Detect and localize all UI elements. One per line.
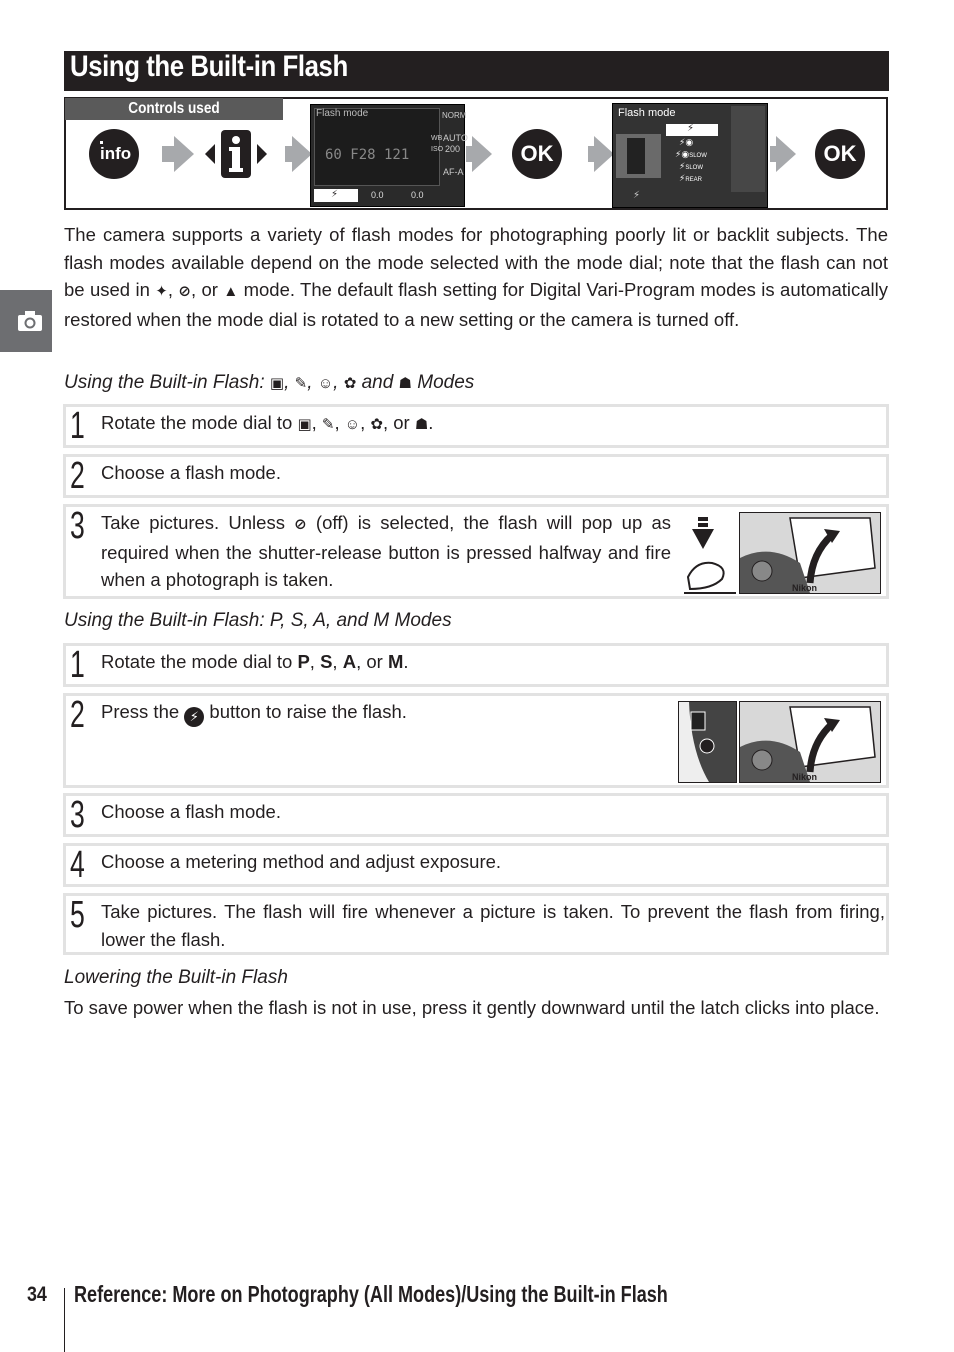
arrow-right-icon	[594, 136, 614, 172]
step-row	[63, 404, 889, 448]
step-text: Choose a flash mode.	[101, 462, 281, 483]
camera-flash-photo	[739, 701, 881, 783]
arrow-right-icon	[292, 136, 312, 172]
intro-paragraph: The camera supports a variety of flash modes for photographing poorly lit or backlit subjects. The flash modes available depend on the mode selected with the mode dial; note that the flash can not be used in ✦, ⊘, or ▲ mode. The default flash setting for Digital Vari-Program modes is automatically restored when the mode dial is rotated to a new setting or the camera is turned off.	[64, 224, 889, 330]
footer-breadcrumb: Reference: More on Photography (All Modes)/Using the Built-in Flash	[74, 1281, 668, 1307]
step-row	[63, 454, 889, 498]
closeup-icon: ✿	[343, 375, 357, 392]
page-title: Using the Built-in Flash	[70, 50, 348, 83]
step-text: Press the ⚡ button to raise the flash.	[101, 698, 407, 727]
step-number: 3	[70, 505, 85, 547]
ok-button-icon: OK	[512, 129, 562, 179]
ok-button-icon: OK	[815, 129, 865, 179]
step-row	[63, 693, 889, 788]
child-icon: ☺	[317, 375, 334, 392]
step-text: Choose a metering method and adjust exposure.	[101, 851, 502, 872]
footer-divider	[64, 1288, 65, 1352]
sports-icon: ✦	[155, 283, 168, 300]
closeup-icon: ✿	[370, 416, 383, 433]
auto-mode-icon: ▣	[297, 416, 312, 433]
step-text: Rotate the mode dial to P, S, A, or M.	[101, 651, 409, 672]
step-number: 2	[70, 455, 85, 497]
step-number: 1	[70, 405, 85, 447]
camera-section-tab	[0, 290, 52, 352]
flash-icon: ⚡	[184, 707, 204, 727]
step-row	[63, 893, 889, 955]
landscape-icon: ▲	[223, 283, 239, 300]
section1-heading: Using the Built-in Flash: ▣, ✎, ☺, ✿ and ☗ Modes	[64, 372, 475, 393]
camera-flash-photo	[739, 512, 881, 594]
arrow-right-icon	[472, 136, 492, 172]
shutter-press-illustration	[682, 515, 738, 595]
step-number: 3	[70, 794, 85, 836]
step-text: Rotate the mode dial to ▣, ✎, ☺, ✿, or ☗.	[101, 409, 433, 439]
lowering-paragraph: To save power when the flash is not in use, press it gently downward until the latch clicks into place.	[64, 997, 880, 1018]
step-text: Take pictures. Unless ⊘ (off) is selected, the flash will pop up as required when the shutter-release button is pressed halfway and fire when a photograph is taken.	[101, 512, 671, 590]
step-number: 2	[70, 694, 85, 736]
arrow-right-icon	[776, 136, 796, 172]
section2-heading: Using the Built-in Flash: P, S, A, and M Modes	[64, 610, 452, 631]
step-number: 4	[70, 844, 85, 886]
flash-button-photo	[678, 701, 737, 783]
svg-text:Nikon: Nikon	[792, 583, 818, 593]
night-portrait-icon: ☗	[398, 375, 412, 392]
page-number: 34	[27, 1283, 47, 1306]
flash-mode-menu-screen: Flash mode ⚡ ⚡◉ ⚡◉SLOW ⚡SLOW ⚡REAR ⚡	[612, 103, 768, 208]
step-row	[63, 504, 889, 599]
child-icon: ☺	[344, 416, 361, 433]
step-number: 1	[70, 644, 85, 686]
camera-tab-icon	[17, 310, 43, 332]
step-row	[63, 843, 889, 887]
info-button-icon: info	[89, 129, 139, 179]
step-text: Take pictures. The flash will fire whenever a picture is taken. To prevent the flash from firing, lower the flash.	[101, 901, 885, 950]
step-text: Choose a flash mode.	[101, 801, 281, 822]
portrait-icon: ✎	[321, 416, 335, 433]
auto-mode-icon: ▣	[269, 375, 285, 392]
step-row	[63, 643, 889, 687]
controls-label: Controls used	[128, 100, 220, 117]
step-row	[63, 793, 889, 837]
arrow-right-icon	[174, 136, 194, 172]
flash-off-icon: ⊘	[294, 516, 307, 533]
multi-selector-icon	[203, 128, 269, 180]
flash-off-icon: ⊘	[178, 283, 191, 300]
step-number: 5	[70, 894, 85, 936]
portrait-icon: ✎	[294, 375, 308, 392]
night-portrait-icon: ☗	[414, 416, 429, 433]
svg-text:Nikon: Nikon	[792, 772, 818, 782]
shooting-info-screen: Flash mode 60 F28 121 NORM WB AUTO ISO 200 AF-A ⚡ 0.0 0.0	[310, 104, 465, 207]
lowering-heading: Lowering the Built-in Flash	[64, 967, 288, 988]
